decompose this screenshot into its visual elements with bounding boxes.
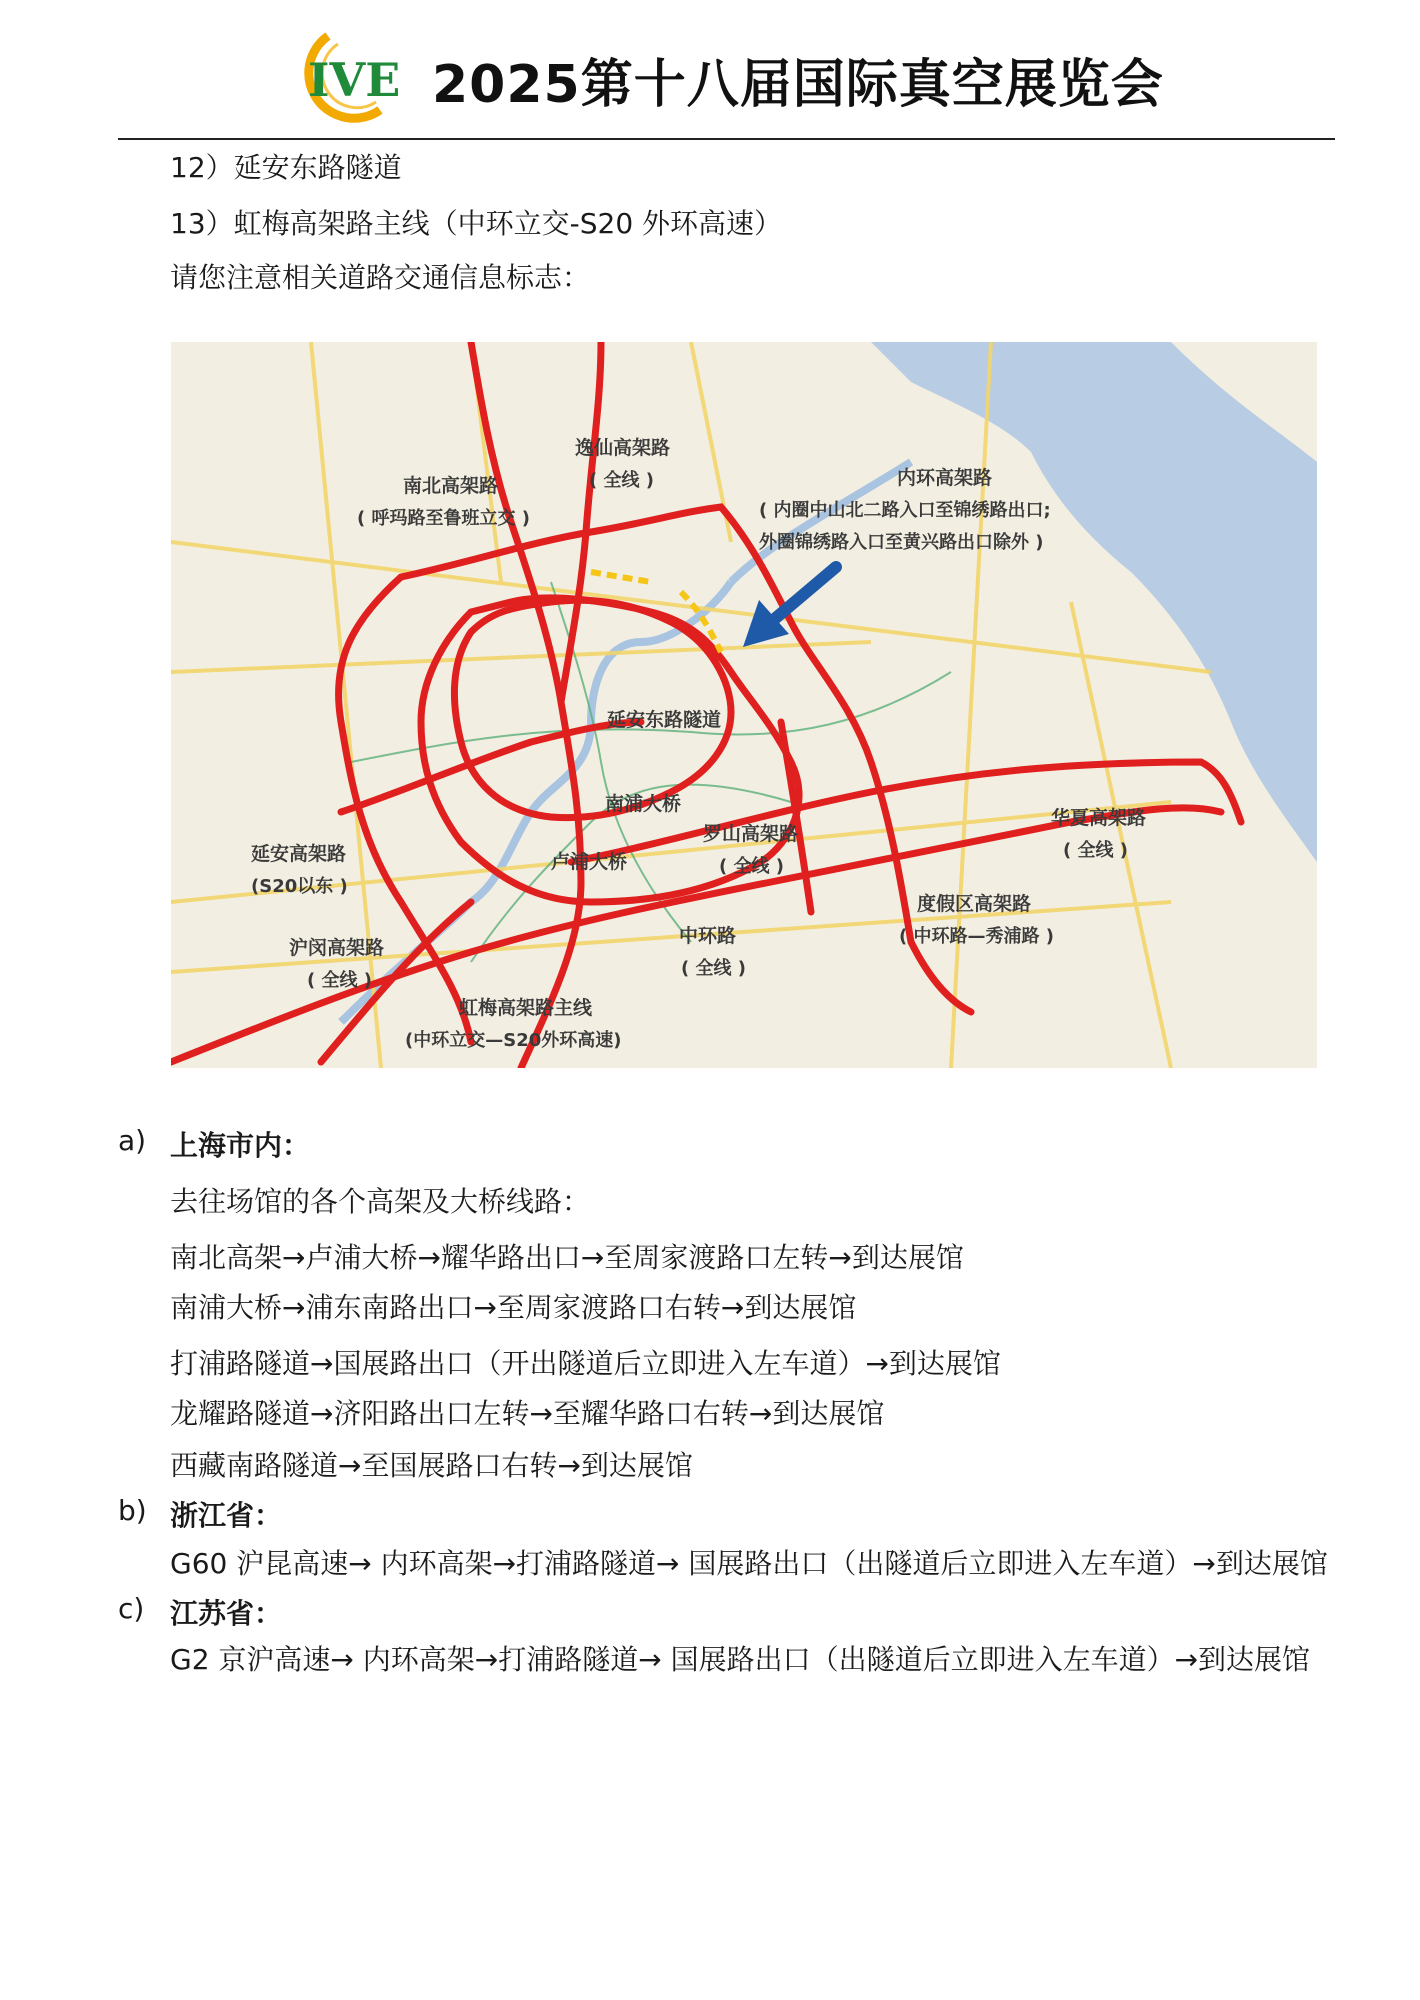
section-a-title: 上海市内：: [170, 1129, 311, 1162]
section-a-intro: 去往场馆的各个高架及大桥线路：: [170, 1185, 591, 1218]
traffic-map: [171, 342, 1317, 1068]
label-yanan-elevated: 延安高架路: [251, 843, 347, 865]
label-hongmei-sub: (中环立交—S20外环高速): [405, 1030, 622, 1051]
label-neihuan: 内环高架路: [897, 467, 993, 489]
list-item-13: 13）虹梅高架路主线（中环立交-S20 外环高速）: [170, 207, 783, 240]
label-nanpu: 南浦大桥: [605, 793, 682, 815]
label-yixian-sub: ( 全线 ): [589, 470, 654, 491]
section-c-title: 江苏省：: [170, 1597, 283, 1630]
route-line: 南浦大桥→浦东南路出口→至周家渡路口右转→到达展馆: [170, 1291, 857, 1324]
notice-text: 请您注意相关道路交通信息标志：: [170, 261, 591, 294]
route-line: 西藏南路隧道→至国展路口右转→到达展馆: [170, 1449, 693, 1482]
label-humin-sub: ( 全线 ): [307, 970, 372, 991]
label-neihuan-sub2: 外圈锦绣路入口至黄兴路出口除外 ): [759, 532, 1044, 553]
label-nanbei: 南北高架路: [403, 475, 499, 497]
label-lupu: 卢浦大桥: [551, 851, 628, 873]
label-dujiaqu: 度假区高架路: [917, 893, 1032, 915]
map-canvas: [171, 342, 1317, 1068]
section-b-title: 浙江省：: [170, 1499, 283, 1532]
label-yixian: 逸仙高架路: [575, 437, 671, 459]
label-humin: 沪闵高架路: [289, 937, 385, 959]
label-zhonghuan-sub: ( 全线 ): [681, 958, 746, 979]
section-c-marker: c): [118, 1592, 145, 1625]
label-neihuan-sub1: ( 内圈中山北二路入口至锦绣路出口;: [759, 500, 1051, 521]
logo-text: IVE: [308, 53, 401, 107]
label-luoshan-sub: ( 全线 ): [719, 856, 784, 877]
page-title: 2025第十八届国际真空展览会: [432, 55, 1164, 115]
route-line: G2 京沪高速→ 内环高架→打浦路隧道→ 国展路出口（出隧道后立即进入左车道）→到达展馆: [170, 1643, 1311, 1676]
section-b-marker: b): [118, 1494, 147, 1527]
label-yanan-elevated-sub: (S20以东 ): [251, 876, 348, 897]
section-a-marker: a): [118, 1124, 147, 1157]
list-item-12: 12）延安东路隧道: [170, 151, 402, 184]
header-divider: [118, 138, 1335, 140]
route-line: 打浦路隧道→国展路出口（开出隧道后立即进入左车道）→到达展馆: [170, 1347, 1001, 1380]
label-hongmei: 虹梅高架路主线: [459, 997, 593, 1019]
route-line: G60 沪昆高速→ 内环高架→打浦路隧道→ 国展路出口（出隧道后立即进入左车道）→到达展馆: [170, 1547, 1328, 1580]
label-huaxia-sub: ( 全线 ): [1063, 840, 1128, 861]
label-nanbei-sub: ( 呼玛路至鲁班立交 ): [357, 508, 530, 529]
route-line: 南北高架→卢浦大桥→耀华路出口→至周家渡路口左转→到达展馆: [170, 1241, 964, 1274]
label-luoshan: 罗山高架路: [703, 823, 799, 845]
ive-logo: [268, 24, 418, 124]
label-huaxia: 华夏高架路: [1051, 807, 1147, 829]
label-yanan-tunnel: 延安东路隧道: [607, 709, 722, 731]
page-header: [0, 18, 1420, 128]
route-line: 龙耀路隧道→济阳路出口左转→至耀华路口右转→到达展馆: [170, 1397, 885, 1430]
label-zhonghuan: 中环路: [679, 925, 737, 947]
label-dujiaqu-sub: ( 中环路—秀浦路 ): [899, 926, 1054, 947]
